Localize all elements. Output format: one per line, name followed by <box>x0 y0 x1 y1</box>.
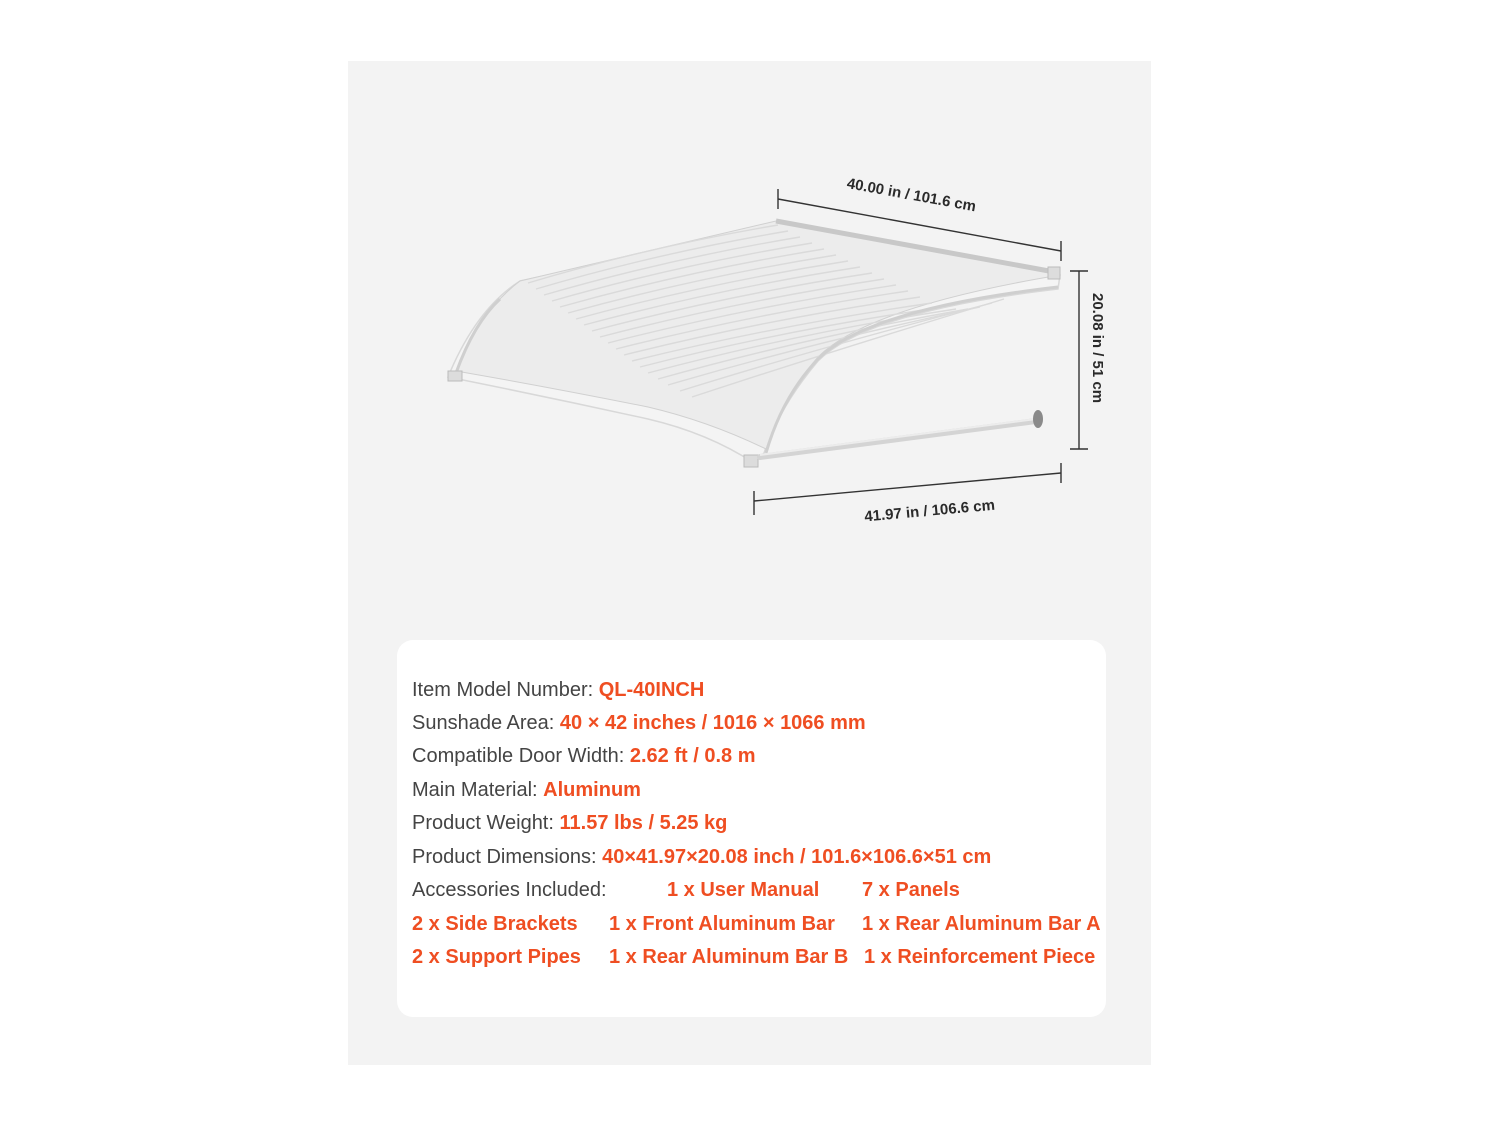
accessory-item: 1 x Reinforcement Piece <box>864 946 1096 968</box>
specification-card <box>397 640 1106 1017</box>
accessory-item: 1 x Rear Aluminum Bar A <box>862 913 1101 935</box>
accessory-item: 1 x User Manual <box>667 879 820 901</box>
accessory-item: 2 x Support Pipes <box>412 946 581 968</box>
spec-door-width-value: 2.62 ft / 0.8 m <box>629 745 756 767</box>
accessory-item: 1 x Front Aluminum Bar <box>609 913 835 935</box>
accessory-item: 2 x Side Brackets <box>412 913 578 935</box>
spec-door-width-label: Compatible Door Width: <box>412 745 625 767</box>
spec-area-value: 40 × 42 inches / 1016 × 1066 mm <box>559 712 866 734</box>
spec-weight <box>412 811 727 835</box>
spec-door-width <box>412 744 756 768</box>
spec-dimensions-label: Product Dimensions: <box>412 846 597 868</box>
awning-illustration <box>348 61 1151 621</box>
accessory-item: 1 x Rear Aluminum Bar B <box>609 946 849 968</box>
accessory-item: 7 x Panels <box>862 879 960 901</box>
spec-area-label: Sunshade Area: <box>412 712 555 734</box>
spec-dimensions-value: 40×41.97×20.08 inch / 101.6×106.6×51 cm <box>602 846 992 868</box>
spec-model-label: Item Model Number: <box>412 679 594 701</box>
spec-material-label: Main Material: <box>412 779 538 801</box>
spec-weight-label: Product Weight: <box>412 812 554 834</box>
height-dimension-label: 20.08 in / 51 cm <box>1089 293 1106 404</box>
width-dimension-label: 40.00 in / 101.6 cm <box>845 175 978 216</box>
awning-image <box>448 221 1060 467</box>
spec-dimensions <box>412 845 991 869</box>
height-dimension-line <box>1070 271 1088 449</box>
spec-material <box>412 778 641 802</box>
spec-model <box>412 678 704 702</box>
depth-dimension-label: 41.97 in / 106.6 cm <box>863 496 996 526</box>
spec-weight-value: 11.57 lbs / 5.25 kg <box>559 812 728 834</box>
spec-material-value: Aluminum <box>543 779 641 801</box>
spec-model-value: QL-40INCH <box>598 679 705 701</box>
spec-sunshade-area <box>412 711 866 735</box>
spec-accessories-label: Accessories Included: <box>412 879 607 901</box>
